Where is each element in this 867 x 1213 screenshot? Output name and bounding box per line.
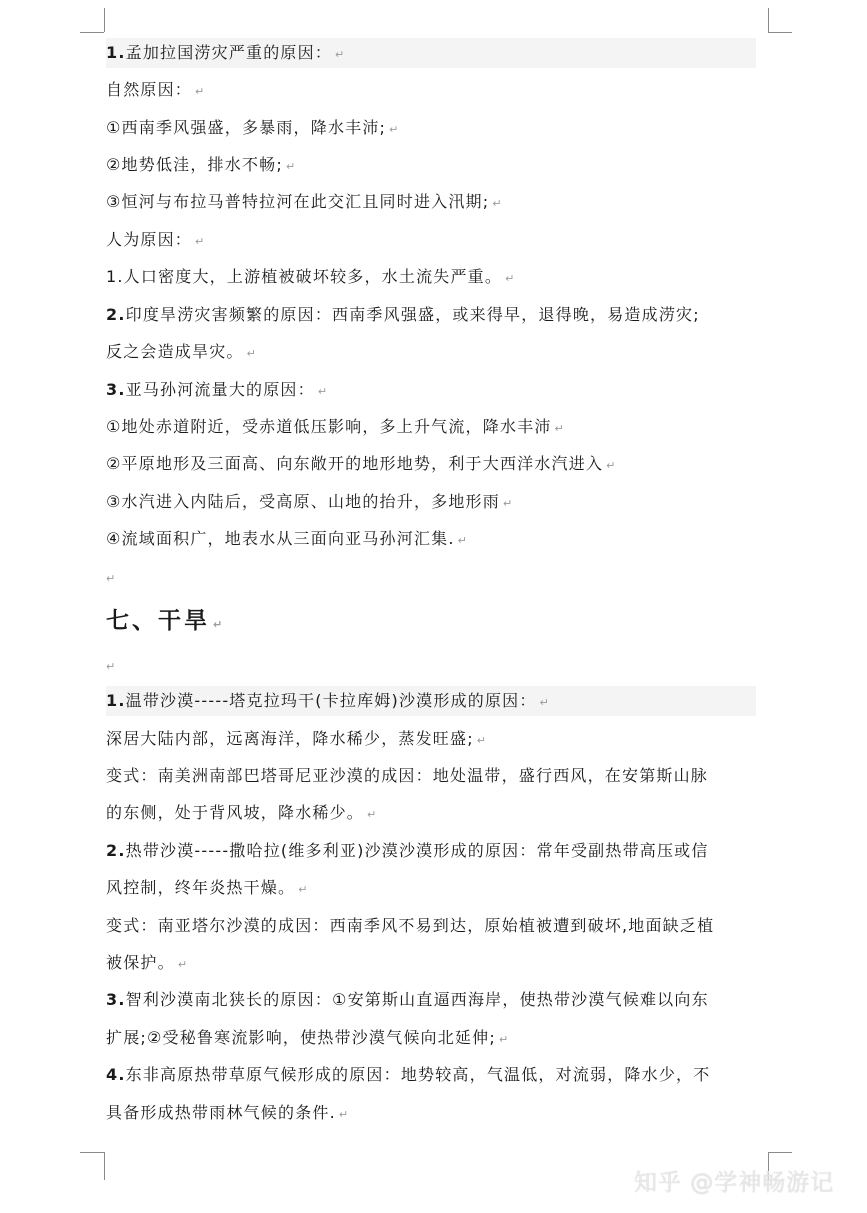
paragraph-line: 自然原因： ↵ [106,80,205,99]
paragraph-line: ③水汽进入内陆后，受高原、山地的抬升，多地形雨 ↵ [106,492,513,511]
paragraph-line: 3.亚马孙河流量大的原因： ↵ [106,380,328,399]
crop-mark-top-left [104,8,105,32]
paragraph-line: ①地处赤道附近，受赤道低压影响，多上升气流，降水丰沛 ↵ [106,417,564,436]
paragraph-mark-icon: ↵ [389,123,399,136]
empty-paragraph [106,650,115,680]
crop-mark-bottom-left [80,1152,104,1153]
paragraph-line: 2.印度旱涝灾害频繁的原因：西南季风强盛，或来得早，退得晚，易造成涝灾; [106,305,700,324]
paragraph-line: 4.东非高原热带草原气候形成的原因：地势较高，气温低，对流弱，降水少，不 [106,1065,711,1084]
paragraph-mark-icon: ↵ [246,347,256,360]
paragraph-mark-icon: ↵ [539,696,549,709]
paragraph-line: 3.智利沙漠南北狭长的原因：①安第斯山直逼西海岸，使热带沙漠气候难以向东 [106,990,709,1009]
paragraph-line: ②地势低洼，排水不畅; ↵ [106,155,296,174]
crop-mark-top-right [768,32,792,33]
paragraph-line: 1.温带沙漠-----塔克拉玛干(卡拉库姆)沙漠形成的原因： ↵ [106,686,756,716]
paragraph-mark-icon: ↵ [492,197,502,210]
paragraph-mark-icon: ↵ [502,497,513,510]
paragraph-mark-icon: ↵ [606,459,616,472]
paragraph-mark-icon: ↵ [367,808,377,821]
crop-mark-bottom-right [768,1152,792,1153]
paragraph-mark-icon: ↵ [505,272,515,285]
crop-mark-bottom-left [104,1152,105,1180]
paragraph-mark-icon: ↵ [106,572,116,585]
paragraph-mark-icon: ↵ [106,660,116,673]
crop-mark-top-left [80,32,104,33]
section-heading: 七、干旱 ↵ [106,608,223,634]
paragraph-line: 的东侧，处于背风坡，降水稀少。 ↵ [106,803,377,822]
paragraph-line: ②平原地形及三面高、向东敞开的地形地势，利于大西洋水汽进入 ↵ [106,454,616,473]
paragraph-line: ③恒河与布拉马普特拉河在此交汇且同时进入汛期; ↵ [106,192,502,211]
paragraph-line: ④流域面积广，地表水从三面向亚马孙河汇集. ↵ [106,529,467,548]
paragraph-line: 扩展;②受秘鲁寒流影响，使热带沙漠气候向北延伸; ↵ [106,1028,509,1047]
paragraph-mark-icon: ↵ [498,1033,509,1046]
paragraph-mark-icon: ↵ [177,958,188,971]
paragraph-line: 变式：南美洲南部巴塔哥尼亚沙漠的成因：地处温带，盛行西风，在安第斯山脉 [106,766,709,785]
paragraph-mark-icon: ↵ [195,235,205,248]
paragraph-mark-icon: ↵ [554,422,564,435]
paragraph-line: 2.热带沙漠-----撒哈拉(维多利亚)沙漠沙漠形成的原因：常年受副热带高压或信 [106,841,709,860]
paragraph-line: 1.人口密度大，上游植被破坏较多，水土流失严重。 ↵ [106,267,515,286]
paragraph-line: 反之会造成旱灾。 ↵ [106,342,256,361]
watermark: 知乎 @学神畅游记 [634,1170,835,1196]
paragraph-mark-icon: ↵ [213,618,223,631]
paragraph-mark-icon: ↵ [338,1108,349,1121]
paragraph-mark-icon: ↵ [298,883,308,896]
paragraph-line: 具备形成热带雨林气候的条件. ↵ [106,1103,349,1122]
paragraph-mark-icon: ↵ [335,48,345,61]
paragraph-line: 被保护。 ↵ [106,953,188,972]
paragraph-mark-icon: ↵ [285,160,296,173]
paragraph-line: 深居大陆内部，远离海洋，降水稀少，蒸发旺盛; ↵ [106,729,487,748]
paragraph-line: 变式：南亚塔尔沙漠的成因：西南季风不易到达，原始植被遭到破坏,地面缺乏植 [106,916,715,935]
paragraph-line: ①西南季风强盛，多暴雨，降水丰沛; ↵ [106,118,399,137]
crop-mark-top-right [768,8,769,32]
paragraph-mark-icon: ↵ [317,385,328,398]
paragraph-line: 风控制，终年炎热干燥。 ↵ [106,878,308,897]
paragraph-line: 人为原因： ↵ [106,230,205,249]
paragraph-line: 1.孟加拉国涝灾严重的原因： ↵ [106,38,756,68]
paragraph-mark-icon: ↵ [476,734,487,747]
empty-paragraph [106,562,115,592]
paragraph-mark-icon: ↵ [195,85,205,98]
paragraph-mark-icon: ↵ [457,534,467,547]
